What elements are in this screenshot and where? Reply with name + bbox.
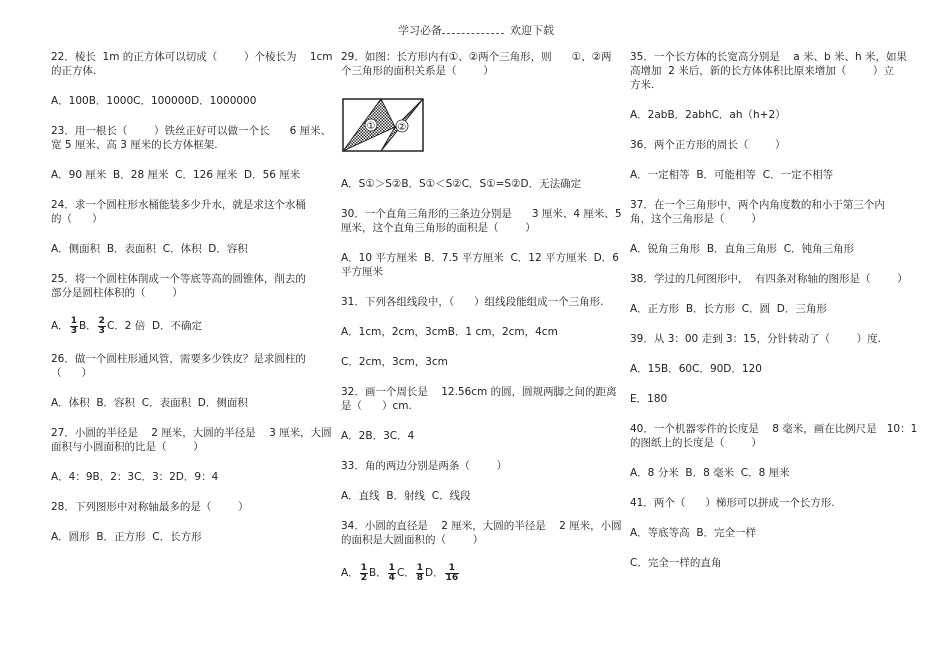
spacer [341, 235, 613, 251]
question-block [630, 362, 910, 376]
question-block [630, 108, 910, 122]
spacer [51, 336, 341, 352]
answer-options [341, 563, 613, 583]
question-block [341, 519, 622, 547]
header-right-text: 欢迎下载 [510, 24, 554, 37]
answer-options [51, 316, 341, 336]
spacer [630, 346, 910, 362]
question-block [51, 272, 341, 300]
fraction-numerator: 1 [70, 315, 77, 326]
spacer [51, 226, 341, 242]
text-line: 29．如图：长方形内有①、②两个三角形，则 ①、②两 [341, 51, 612, 63]
spacer [630, 286, 910, 302]
spacer [341, 191, 613, 207]
question-block [51, 242, 341, 256]
question-block [51, 124, 341, 152]
text-line: A．侧面积 B．表面积 C．体积 D．容积 [51, 243, 248, 255]
question-block [630, 168, 910, 182]
text-line: （ ） [51, 367, 93, 379]
spacer [630, 92, 910, 108]
fraction-denominator: 16 [445, 572, 459, 583]
question-block [341, 355, 613, 369]
question-block [51, 530, 341, 544]
text-line: 的图纸上的长度是（ ） [630, 437, 762, 449]
text-line: A．100B．1000C．100000D．1000000 [51, 95, 257, 107]
question-block [51, 168, 341, 182]
question-block [630, 242, 910, 256]
question-block [341, 429, 613, 443]
question-block [630, 50, 910, 92]
spacer [51, 514, 341, 530]
spacer [51, 78, 341, 94]
question-block [51, 396, 341, 410]
question-block [630, 332, 910, 346]
spacer [51, 152, 341, 168]
text-line: 23．用一根长（ ）铁丝正好可以做一个长 6 厘米、 [51, 125, 332, 137]
text-line: 个三角形的面积关系是（ ） [341, 65, 494, 77]
text-line: 面积与小圆面积的比是（ ） [51, 441, 204, 453]
text-line: 35．一个长方体的长宽高分别是 a 米、b 米、h 米，如果 [630, 51, 907, 63]
spacer [341, 473, 613, 489]
text-line: A．4：9B．2：3C．3：2D．9：4 [51, 471, 219, 483]
spacer [51, 108, 341, 124]
text-line: 31．下列各组线段中，（ ）组线段能组成一个三角形. [341, 296, 604, 308]
spacer [630, 406, 910, 422]
text-line: A．锐角三角形 B．直角三角形 C．钝角三角形 [630, 243, 855, 255]
question-block [630, 556, 910, 570]
question-block [51, 352, 341, 380]
text-line: A．2B．3C．4 [341, 430, 415, 442]
text-line: A．S①＞S②B．S①＜S②C．S①=S②D．无法确定 [341, 178, 582, 190]
text-line: 39．从 3：00 走到 3：15，分针转动了（ ）度. [630, 333, 881, 345]
spacer [51, 256, 341, 272]
fraction-numerator: 2 [98, 315, 105, 326]
question-block [630, 302, 910, 316]
spacer [630, 450, 910, 466]
question-block [51, 198, 341, 226]
text-line: 厘米，这个直角三角形的面积是（ ） [341, 222, 536, 234]
question-block [630, 392, 910, 406]
question-block [341, 325, 613, 339]
question-block [630, 422, 918, 450]
triangle-one-label: ① [366, 121, 376, 132]
option-label: A． [341, 567, 359, 579]
question-block [341, 489, 613, 503]
question-block [51, 50, 341, 78]
spacer [341, 339, 613, 355]
option-label: D． [425, 567, 444, 579]
fraction [416, 564, 424, 583]
rectangle-triangles-diagram [341, 97, 425, 153]
text-line: 的（ ） [51, 213, 103, 225]
question-block [630, 272, 910, 286]
question-block [341, 97, 613, 157]
spacer [341, 547, 613, 563]
text-line: 24．求一个圆柱形水桶能装多少升水，就是求这个水桶 [51, 199, 306, 211]
spacer [341, 309, 613, 325]
spacer [341, 369, 613, 385]
fraction-numerator: 1 [445, 564, 460, 574]
question-block [341, 295, 613, 309]
spacer [341, 413, 613, 429]
header-left-text: 学习必备 [398, 24, 442, 37]
question-block [51, 470, 341, 484]
text-line: A．10 平方厘米 B．7.5 平方厘米 C．12 平方厘米 D．6 [341, 252, 619, 264]
question-block [341, 563, 613, 583]
spacer [341, 503, 613, 519]
spacer [51, 484, 341, 500]
spacer [630, 316, 910, 332]
question-block [51, 426, 341, 454]
fraction-denominator: 2 [360, 572, 367, 583]
fraction-numerator: 1 [360, 562, 367, 573]
question-block [51, 500, 341, 514]
text-line: 部分是圆柱体积的（ ） [51, 287, 183, 299]
fraction [360, 564, 368, 583]
text-line: 25．将一个圆柱体削成一个等底等高的圆锥体，削去的 [51, 273, 306, 285]
text-line: A．体积 B．容积 C．表面积 D．侧面积 [51, 397, 248, 409]
text-line: A．90 厘米 B．28 厘米 C．126 厘米 D．56 厘米 [51, 169, 301, 181]
question-block [341, 50, 613, 78]
spacer [341, 161, 613, 177]
spacer [630, 122, 910, 138]
fraction [445, 564, 460, 583]
text-line: 33．角的两边分别是两条（ ） [341, 460, 508, 472]
header-divider [442, 33, 504, 34]
spacer [630, 152, 910, 168]
text-line: A．8 分米 B．8 毫米 C．8 厘米 [630, 467, 790, 479]
text-line: A．正方形 B．长方形 C．圆 D．三角形 [630, 303, 827, 315]
text-line: 32．画一个周长是 12.56cm 的圆，圆规两脚之间的距离 [341, 386, 617, 398]
spacer [51, 300, 341, 316]
question-block [341, 385, 617, 413]
column-middle [341, 50, 622, 583]
text-line: 41．两个（ ）梯形可以拼成一个长方形. [630, 497, 835, 509]
fraction-denominator: 3 [98, 325, 105, 336]
spacer [630, 480, 910, 496]
text-line: A．1cm，2cm，3cmB．1 cm，2cm，4cm [341, 326, 558, 338]
spacer [341, 279, 613, 295]
question-block [341, 207, 622, 235]
text-line: 34．小圆的直径是 2 厘米，大圆的半径是 2 厘米，小圆 [341, 520, 622, 532]
triangle-figure [341, 97, 613, 157]
spacer [630, 226, 910, 242]
column-left [51, 50, 341, 544]
question-block [630, 138, 910, 152]
fraction-denominator: 4 [388, 572, 395, 583]
fraction [388, 564, 396, 583]
column-right [630, 50, 918, 570]
triangle-two-label: ② [397, 122, 407, 133]
text-line: 26．做一个圆柱形通风管，需要多少铁皮？是求圆柱的 [51, 353, 306, 365]
text-line: 平方厘米 [341, 266, 383, 278]
spacer [341, 443, 613, 459]
text-line: 30．一个直角三角形的三条边分别是 3 厘米、4 厘米、5 [341, 208, 622, 220]
spacer [630, 182, 910, 198]
fraction-denominator: 8 [416, 572, 424, 583]
text-line: A．等底等高 B．完全一样 [630, 527, 757, 539]
text-line: 的正方体. [51, 65, 97, 77]
text-line: 38．学过的几何图形中， 有四条对称轴的图形是（ ） [630, 273, 908, 285]
spacer [51, 410, 341, 426]
text-line: A．2abB．2abhC．ah（h+2） [630, 109, 786, 121]
text-line: A．圆形 B．正方形 C．长方形 [51, 531, 202, 543]
option-label: B． [78, 320, 97, 332]
text-line: 40．一个机器零件的长度是 8 毫米，画在比例尺是 10：1 [630, 423, 918, 435]
question-block [630, 526, 910, 540]
text-line: E．180 [630, 393, 668, 405]
text-line: 22．棱长 1m 的正方体可以切成（ ）个棱长为 1cm [51, 51, 333, 63]
text-line: 是（ ）cm. [341, 400, 412, 412]
text-line: 角，这个三角形是（ ） [630, 213, 762, 225]
spacer [51, 454, 341, 470]
question-block [630, 466, 910, 480]
question-block [51, 316, 341, 336]
text-line: C．2cm，3cm，3cm [341, 356, 448, 368]
fraction [70, 317, 78, 336]
text-line: 37．在一个三角形中，两个内角度数的和小于第三个内 [630, 199, 885, 211]
text-line: 28．下列图形中对称轴最多的是（ ） [51, 501, 249, 513]
fraction-denominator: 3 [70, 325, 77, 336]
spacer [630, 510, 910, 526]
fraction [98, 317, 106, 336]
text-line: 高增加 2 米后，新的长方体体积比原来增加（ ）立 [630, 65, 894, 77]
option-label: C． [396, 567, 415, 579]
question-block [341, 459, 613, 473]
fraction-numerator: 1 [388, 562, 395, 573]
question-block [341, 177, 613, 191]
text-line: 36．两个正方形的周长（ ） [630, 139, 786, 151]
text-line: A．直线 B．射线 C．线段 [341, 490, 471, 502]
option-text: C．2 倍 D．不确定 [106, 320, 203, 332]
fraction-numerator: 1 [416, 562, 424, 573]
option-label: A． [51, 320, 69, 332]
spacer [630, 376, 910, 392]
page-header [0, 22, 950, 40]
text-line: C．完全一样的直角 [630, 557, 722, 569]
spacer [630, 540, 910, 556]
question-block [341, 251, 619, 279]
option-label: B． [368, 567, 387, 579]
spacer [51, 380, 341, 396]
spacer [341, 78, 613, 94]
text-line: 27．小圆的半径是 2 厘米，大圆的半径是 3 厘米，大圆 [51, 427, 332, 439]
question-block [630, 496, 910, 510]
text-line: 的面积是大圆面积的（ ） [341, 534, 484, 546]
spacer [51, 182, 341, 198]
question-block [51, 94, 341, 108]
question-block [630, 198, 910, 226]
spacer [630, 256, 910, 272]
text-line: 宽 5 厘米、高 3 厘米的长方体框架. [51, 139, 218, 151]
text-line: 方米. [630, 79, 655, 91]
text-line: A．15B．60C．90D．120 [630, 363, 762, 375]
text-line: A．一定相等 B．可能相等 C．一定不相等 [630, 169, 834, 181]
